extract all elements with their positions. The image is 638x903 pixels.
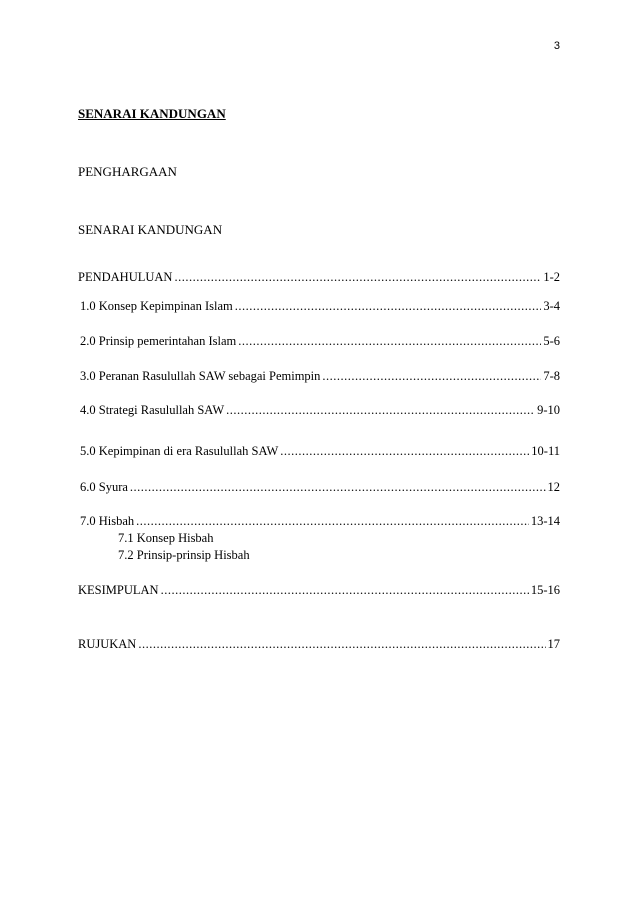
page-number: 3: [553, 40, 560, 52]
toc-entry-pages: 10-11: [531, 444, 560, 458]
toc-entry-label: RUJUKAN: [78, 637, 137, 651]
toc-entry-label: 5.0 Kepimpinan di era Rasulullah SAW: [80, 444, 279, 458]
toc-entry-introduction: [78, 270, 560, 285]
toc-heading: SENARAI KANDUNGAN: [78, 106, 226, 121]
toc-entry-label: 4.0 Strategi Rasulullah SAW: [80, 403, 225, 417]
dot-leader: [280, 444, 529, 459]
toc-subentry-7-2: 7.2 Prinsip-prinsip Hisbah: [118, 548, 250, 562]
toc-entry-6: [80, 480, 560, 495]
dot-leader: [136, 514, 529, 529]
dot-leader: [174, 270, 541, 285]
toc-entry-pages: 5-6: [543, 334, 560, 348]
dot-leader: [238, 334, 541, 349]
toc-entry-pages: 13-14: [530, 514, 560, 528]
toc-subentry-7-1: 7.1 Konsep Hisbah: [118, 531, 214, 545]
toc-entry-pages: 7-8: [543, 369, 560, 383]
dot-leader: [235, 299, 542, 314]
toc-entry-label: PENDAHULUAN: [78, 270, 173, 284]
toc-entry-label: 6.0 Syura: [80, 480, 128, 494]
toc-entry-pages: 3-4: [543, 299, 560, 313]
toc-entry-pages: 1-2: [543, 270, 560, 284]
dot-leader: [322, 369, 541, 384]
toc-entry-references: [78, 637, 560, 652]
front-item-toc: SENARAI KANDUNGAN: [78, 222, 223, 237]
toc-entry-pages: 9-10: [537, 403, 560, 417]
toc-entry-3: [80, 369, 560, 384]
dot-leader: [161, 583, 529, 598]
toc-entry-1: [80, 299, 560, 314]
toc-entry-4: [80, 403, 560, 418]
front-item-acknowledgement: PENGHARGAAN: [78, 164, 177, 179]
toc-entry-pages: 15-16: [530, 583, 560, 597]
toc-entry-label: 7.0 Hisbah: [80, 514, 135, 528]
toc-entry-7: [80, 514, 560, 529]
dot-leader: [138, 637, 545, 652]
dot-leader: [130, 480, 546, 495]
toc-entry-2: [80, 334, 560, 349]
toc-entry-conclusion: [78, 583, 560, 598]
toc-entry-label: 1.0 Konsep Kepimpinan Islam: [80, 299, 233, 313]
toc-entry-pages: 17: [547, 637, 560, 651]
toc-entry-label: 3.0 Peranan Rasulullah SAW sebagai Pemimpin: [80, 369, 321, 383]
toc-entry-pages: 12: [547, 480, 560, 494]
toc-entry-5: [80, 444, 560, 459]
dot-leader: [226, 403, 535, 418]
toc-entry-label: KESIMPULAN: [78, 583, 159, 597]
toc-entry-label: 2.0 Prinsip pemerintahan Islam: [80, 334, 237, 348]
